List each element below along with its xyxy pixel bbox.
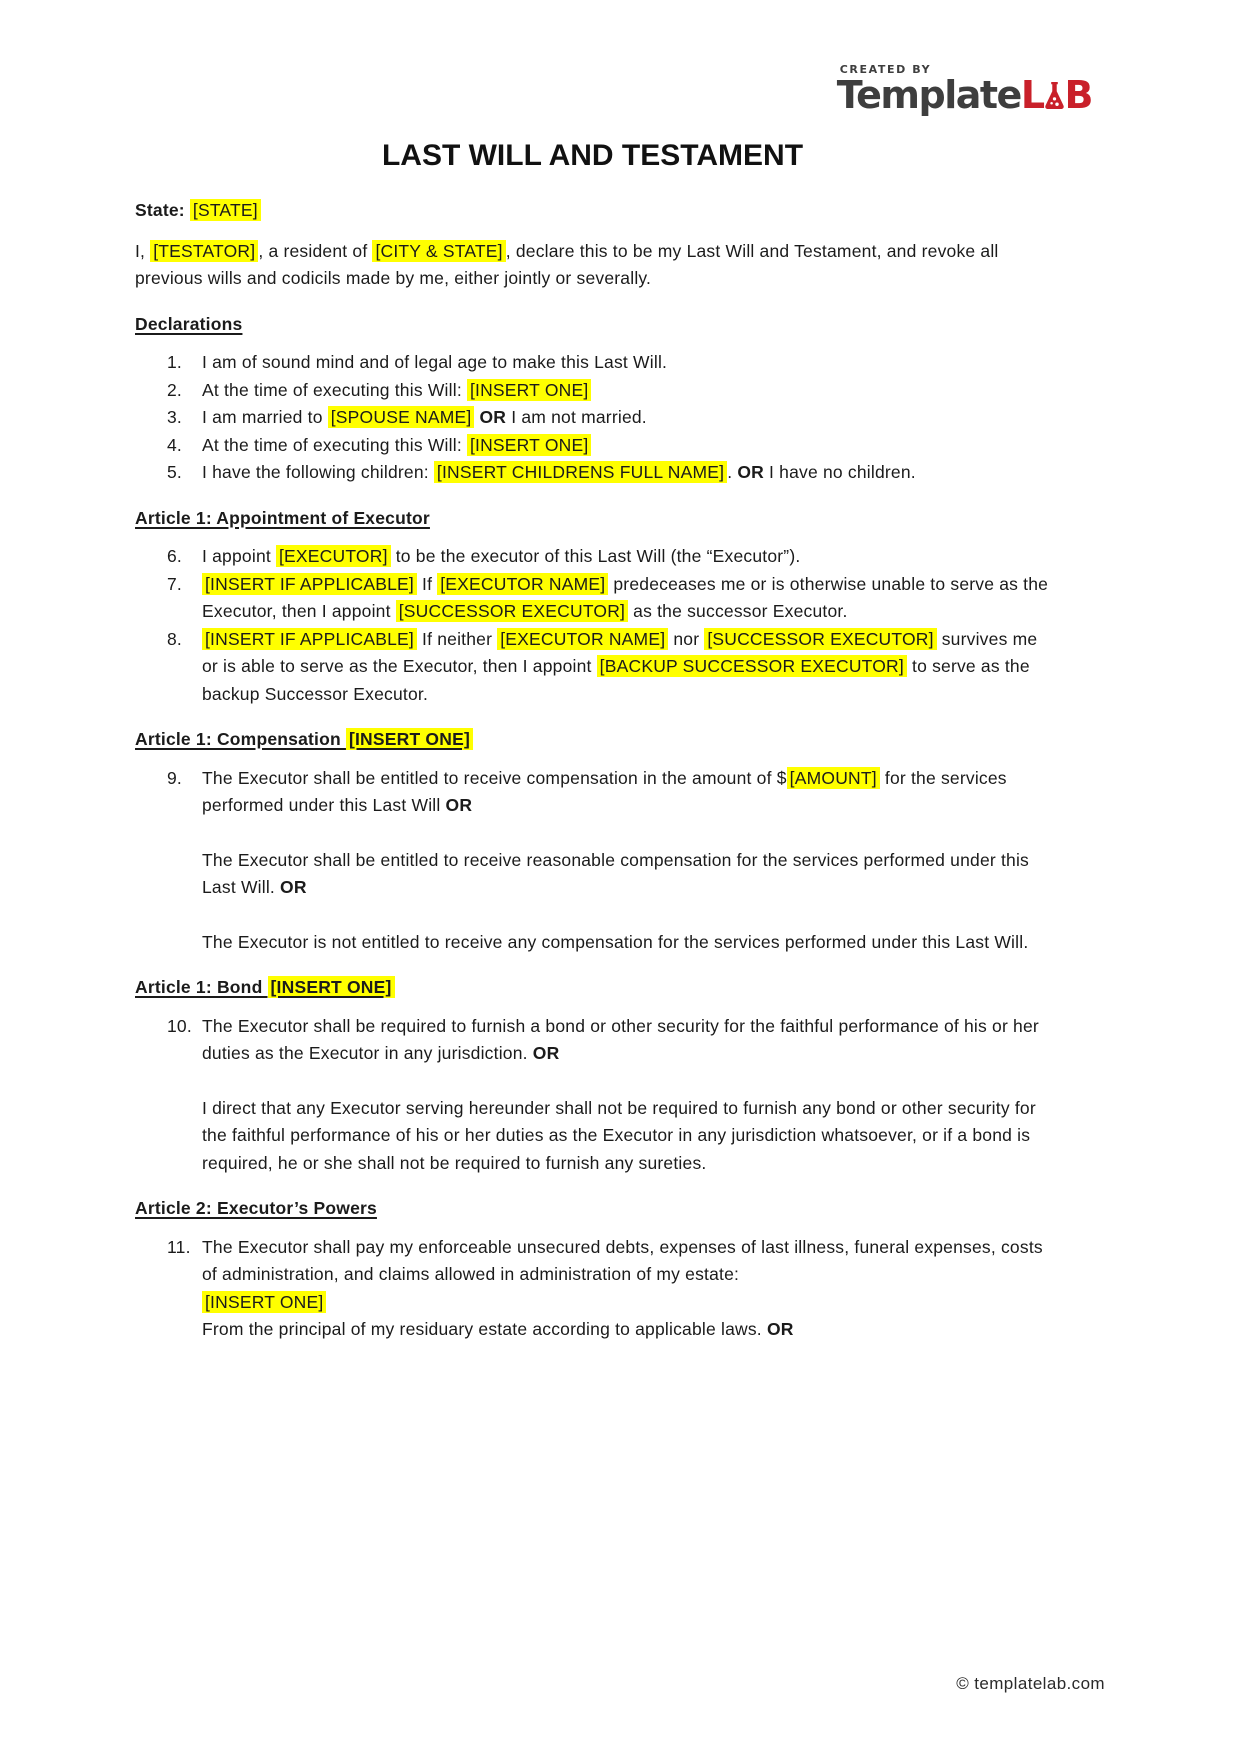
placeholder-highlight: [SPOUSE NAME] <box>328 406 475 428</box>
state-field-line <box>135 197 1050 225</box>
logo-wordmark <box>836 73 1092 117</box>
list-number: 3. <box>167 407 182 427</box>
list-item-text: The Executor shall pay my enforceable unsecured debts, expenses of last illness, funeral expenses, costs of administration, and claims allowed in administration of my estate: [INSERT ONE] From the principal of my residuary estate according to applicable laws. OR <box>202 1236 1043 1339</box>
placeholder-highlight: [TESTATOR] <box>150 240 258 262</box>
paragraph: I, [TESTATOR] , a resident of [CITY & STATE] , declare this to be my Last Will and Testament, and revoke all previous wills and codicils made by me, either jointly or severally. <box>135 240 999 288</box>
section-heading: Article 1: Compensation [INSERT ONE] <box>135 726 1050 754</box>
list-item-text: [INSERT IF APPLICABLE] If neither [EXECUTOR NAME] nor [SUCCESSOR EXECUTOR] survives me or is able to serve as the Executor, then I appoint [BACKUP SUCCESSOR EXECUTOR] to serve as the backup Successor Executor. <box>202 628 1038 704</box>
flask-icon <box>1043 81 1066 110</box>
placeholder-highlight: [INSERT ONE] <box>346 728 473 750</box>
bold-text: OR <box>280 877 307 897</box>
logo-template-text: Template <box>836 73 1021 117</box>
logo-lab-text: L B <box>1020 73 1092 117</box>
placeholder-highlight: [INSERT ONE] <box>467 434 591 456</box>
footer-copyright: © templatelab.com <box>956 1674 1105 1693</box>
list-item-text: The Executor shall be required to furnish a bond or other security for the faithful performance of his or her duties as the Executor in any jurisdiction. OR <box>202 1015 1039 1063</box>
section-heading: Article 1: Appointment of Executor <box>135 507 430 528</box>
list-item <box>135 626 1050 709</box>
document-body <box>135 197 1050 1344</box>
paragraph: The Executor is not entitled to receive any compensation for the services performed under this Last Will. <box>202 931 1029 952</box>
paragraph: I direct that any Executor serving hereunder shall not be required to furnish any bond or other security for the faithful performance of his or her duties as the Executor in any jurisdiction whatsoever, or if a bond is required, he or she shall not be required to furnish any sureties. <box>202 1097 1036 1173</box>
placeholder-highlight: [INSERT IF APPLICABLE] <box>202 573 417 595</box>
section-heading: Article 1: Bond [INSERT ONE] <box>135 974 1050 1002</box>
placeholder-highlight: [SUCCESSOR EXECUTOR] <box>396 600 628 622</box>
list-item <box>135 459 1050 487</box>
list-item-text: At the time of executing this Will: [INSERT ONE] <box>202 432 1050 460</box>
placeholder-highlight: [INSERT ONE] <box>467 379 591 401</box>
placeholder-highlight: [INSERT ONE] <box>268 976 395 998</box>
paragraph: The Executor shall be entitled to receive reasonable compensation for the services performed under this Last Will. OR <box>202 849 1030 897</box>
page-title: LAST WILL AND TESTAMENT <box>381 139 804 172</box>
section-heading: Declarations <box>135 313 243 334</box>
placeholder-highlight: [INSERT IF APPLICABLE] <box>202 628 417 650</box>
list-item <box>135 404 1050 432</box>
bold-text: State: <box>135 200 190 220</box>
list-item <box>135 571 1050 626</box>
bold-text: OR <box>532 1043 560 1063</box>
bold-text: OR <box>766 1319 794 1339</box>
placeholder-highlight: [SUCCESSOR EXECUTOR] <box>704 628 936 650</box>
list-item-text: I am married to [SPOUSE NAME] OR I am not married. <box>202 407 647 427</box>
placeholder-highlight: [EXECUTOR] <box>276 545 391 567</box>
list-number: 8. <box>167 628 182 649</box>
list-number: 4. <box>167 434 182 455</box>
placeholder-highlight: [CITY & STATE] <box>372 240 505 262</box>
list-number: 11. <box>167 1236 191 1257</box>
templatelab-logo <box>836 63 1092 117</box>
list-number: 1. <box>167 352 182 372</box>
list-number: 10. <box>167 1015 192 1036</box>
list-number: 6. <box>167 546 182 566</box>
placeholder-highlight: [INSERT CHILDRENS FULL NAME] <box>434 461 727 483</box>
bold-text: OR <box>445 795 473 815</box>
list-item-text: [INSERT IF APPLICABLE] If [EXECUTOR NAME] predeceases me or is otherwise unable to serve as the Executor, then I appoint [SUCCESSOR EXECUTOR] as the successor Executor. <box>202 573 1049 621</box>
logo-created-by-label: CREATED BY <box>839 63 932 76</box>
placeholder-highlight: [AMOUNT] <box>787 767 880 789</box>
list-item <box>135 765 1050 820</box>
list-item <box>135 377 1050 405</box>
list-number: 2. <box>167 379 182 400</box>
list-item-text: I am of sound mind and of legal age to make this Last Will. <box>202 352 668 372</box>
list-number: 7. <box>167 573 182 594</box>
bold-text: OR <box>479 407 507 427</box>
list-item <box>135 1234 1050 1344</box>
placeholder-highlight: [INSERT ONE] <box>202 1291 326 1313</box>
list-item-text: The Executor shall be entitled to receive compensation in the amount of $ [AMOUNT] for the services performed under this Last Will OR <box>202 767 1007 815</box>
placeholder-highlight: [STATE] <box>190 199 261 221</box>
list-item-text: At the time of executing this Will: [INSERT ONE] <box>202 377 1050 405</box>
list-item <box>135 349 1050 377</box>
list-item-text: I have the following children: [INSERT CHILDRENS FULL NAME] . OR I have no children. <box>202 462 916 482</box>
placeholder-highlight: [BACKUP SUCCESSOR EXECUTOR] <box>597 655 907 677</box>
list-number: 5. <box>167 462 182 482</box>
list-item <box>135 543 1050 571</box>
list-item-text: I appoint [EXECUTOR] to be the executor of this Last Will (the “Executor”). <box>202 546 801 566</box>
bold-text: OR <box>737 462 764 482</box>
list-item <box>135 432 1050 460</box>
list-item <box>135 1013 1050 1068</box>
list-number: 9. <box>167 767 182 788</box>
section-heading: Article 2: Executor’s Powers <box>135 1198 377 1218</box>
placeholder-highlight: [EXECUTOR NAME] <box>497 628 668 650</box>
placeholder-highlight: [EXECUTOR NAME] <box>437 573 608 595</box>
